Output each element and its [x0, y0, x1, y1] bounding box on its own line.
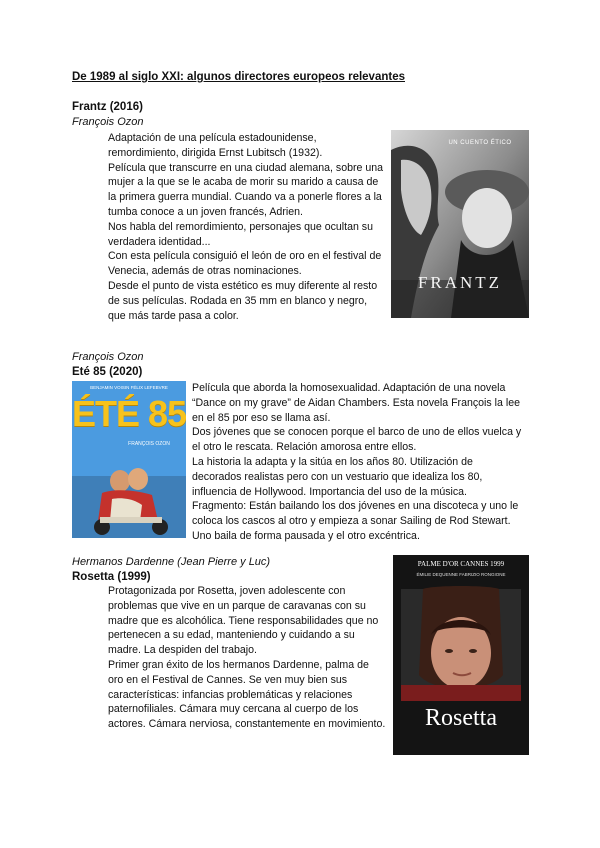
frantz-poster	[391, 130, 529, 318]
paragraph: Primer gran éxito de los hermanos Dardenne, palma de oro en el Festival de Cannes. Se ven muy bien sus características: infancias problemáticas y relaciones paternofiliales. Cámara muy cercana al cuerpo de los actores. Cámara nerviosa, constantemente en movimiento.	[108, 658, 386, 731]
director-ete85: François Ozon	[72, 351, 144, 363]
paragraph: Película que transcurre en una ciudad alemana, sobre una mujer a la que se le acaba de morir su marido a causa de la primera guerra mundial. Cuando va a ponerle flores a la tumba conoce a un joven francés, Adrien.	[108, 161, 384, 218]
ete85-poster	[72, 381, 186, 538]
rosetta-description	[108, 584, 386, 732]
paragraph: Desde el punto de vista estético es muy diferente al resto de sus películas. Rodada en 35 mm en blanco y negro, que más tarde pasa a color.	[108, 279, 378, 322]
rosetta-poster	[393, 555, 529, 755]
film-title-rosetta: Rosetta (1999)	[72, 571, 151, 583]
ete85-poster-credits: BENJAMIN VOISIN FÉLIX LEFEBVRE	[90, 385, 168, 390]
film-title-ete85: Eté 85 (2020)	[72, 366, 143, 378]
paragraph: Fragmento: Están bailando los dos jóvenes en una discoteca y uno le coloca los cascos al otro y empieza a sonar Sailing de Rod Stewart. Uno baila de forma pausada y el otro excéntrica.	[192, 500, 519, 542]
paragraph: La historia la adapta y la sitúa en los años 80. Utilización de decorados realistas pero con un vestuario que idealiza los 80, influencia de Hollywood. Importancia del uso de la música.	[192, 455, 483, 498]
paragraph: Adaptación de una película estadounidense, remordimiento, dirigida Ernst Lubitsch (1932).	[108, 132, 323, 159]
rosetta-poster-award: PALME D'OR CANNES 1999	[417, 560, 505, 568]
ete85-poster-director: FRANÇOIS OZON	[128, 441, 170, 447]
paragraph: Protagonizada por Rosetta, joven adolescente con problemas que vive en un parque de caravanas con su madre que es alcohólica. Tiene responsabilidades que no pertenecen a su edad, manteniendo y cuidando a su madre. La despiden del trabajo.	[108, 585, 379, 657]
paragraph: Dos jóvenes que se conocen porque el barco de uno de ellos vuelca y el otro le rescata. Relación amorosa entre ellos.	[192, 426, 522, 454]
rosetta-poster-title: Rosetta	[425, 705, 497, 731]
ete85-description	[192, 381, 524, 544]
page-title: De 1989 al siglo XXI: algunos directores europeos relevantes	[72, 71, 405, 83]
ete85-poster-title: ÉTÉ 85	[72, 393, 186, 434]
paragraph: Película que aborda la homosexualidad. Adaptación de una novela “Dance on my grave” de Aidan Chambers. Esta novela François la lee en el 85 por eso se llama así.	[192, 382, 520, 424]
paragraph: Con esta película consiguió el león de oro en el festival de Venecia, además de otras nominaciones.	[108, 250, 382, 278]
frantz-poster-tagline: UN CUENTO ÉTICO	[448, 140, 512, 146]
frantz-poster-title: FRANTZ	[417, 273, 503, 292]
director-rosetta: Hermanos Dardenne (Jean Pierre y Luc)	[72, 556, 271, 568]
rosetta-poster-credits: ÉMILIE DEQUENNE FABRIZIO RONGIONE	[416, 572, 506, 577]
director-frantz: François Ozon	[72, 116, 144, 128]
film-title-frantz: Frantz (2016)	[72, 101, 143, 113]
paragraph: Nos habla del remordimiento, personajes que ocultan su verdadera identidad...	[108, 220, 373, 248]
frantz-description	[108, 131, 384, 323]
